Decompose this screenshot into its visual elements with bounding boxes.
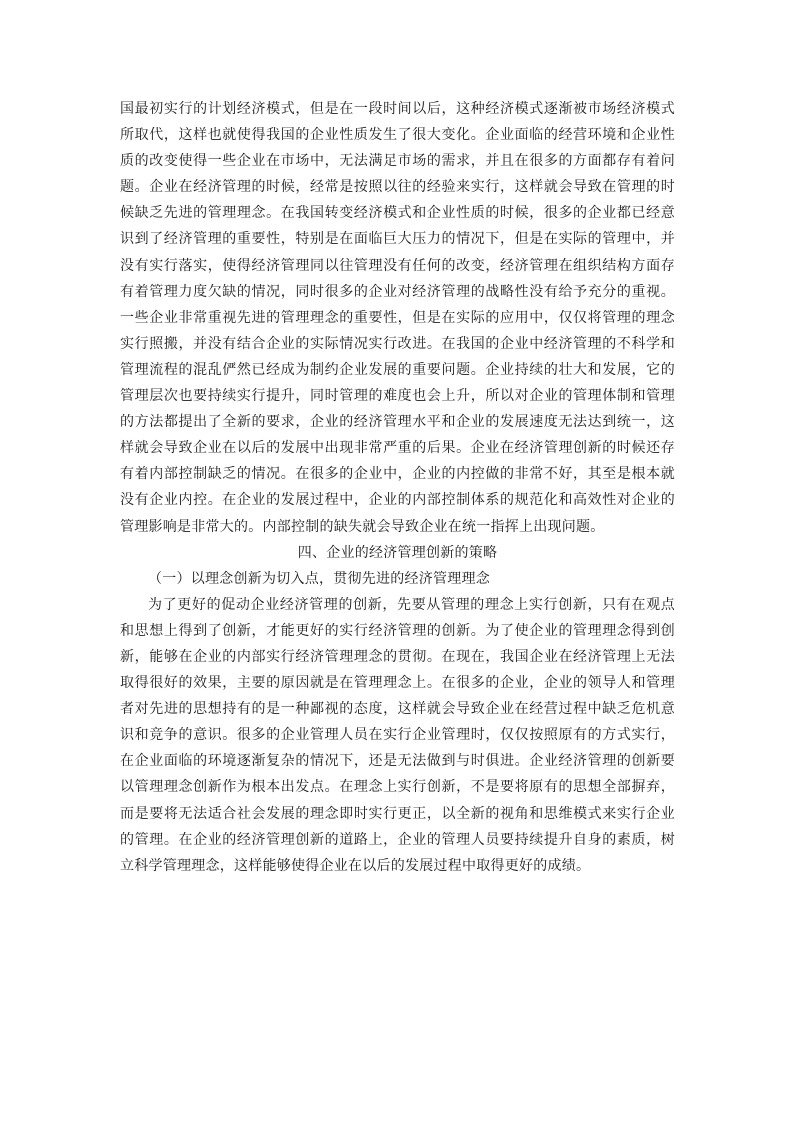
section-heading: 四、企业的经济管理创新的策略 [297,544,498,561]
body-paragraph-continued: 国最初实行的计划经济模式，但是在一段时间以后，这种经济模式逐渐被市场经济模式所取代，这样也就使得我国的企业性质发生了很大变化。企业面临的经营环境和企业性质的改变使得一些企业在市场中，无法满足市场的需求，并且在很多的方面都存有着问题。企业在经济管理的时候，经常是按照以往的经验来实行，这样就会导致在管理的时候缺乏先进的管理理念。在我国转变经济模式和企业性质的时候，很多的企业都已经意识到了经济管理的重要性，特别是在面临巨大压力的情况下，但是在实际的管理中，并没有实行落实，使得经济管理同以往管理没有任何的改变，经济管理在组织结构方面存有着管理力度欠缺的情况，同时很多的企业对经济管理的战略性没有给予充分的重视。一些企业非常重视先进的管理理念的重要性，但是在实际的应用中，仅仅将管理的理念实行照搬，并没有结合企业的实际情况实行改进。在我国的企业中经济管理的不科学和管理流程的混乱俨然已经成为制约企业发展的重要问题。企业持续的壮大和发展，它的管理层次也要持续实行提升，同时管理的难度也会上升，所以对企业的管理体制和管理的方法都提出了全新的要求，企业的经济管理水平和企业的发展速度无法达到统一，这样就会导致企业在以后的发展中出现非常严重的后果。企业在经济管理创新的时候还存有着内部控制缺乏的情况。在很多的企业中，企业的内控做的非常不好，其至是根本就没有企业内控。在企业的发展过程中，企业的内部控制体系的规范化和高效性对企业的管理影响是非常大的。内部控制的缺失就会导致企业在统一指挥上出现问题。 [120,101,675,535]
document-body [120,96,675,879]
sub-heading: （一）以理念创新为切入点，贯彻先进的经济管理理念 [148,570,490,587]
body-paragraph: 为了更好的促动企业经济管理的创新，先要从管理的理念上实行创新，只有在观点和思想上得到了创新，才能更好的实行经济管理的创新。为了使企业的管理理念得到创新，能够在企业的内部实行经济管理理念的贯彻。在现在，我国企业在经济管理上无法取得很好的效果，主要的原因就是在管理理念上。在很多的企业，企业的领导人和管理者对先进的思想持有的是一种鄙视的态度，这样就会导致企业在经营过程中缺乏危机意识和竞争的意识。很多的企业管理人员在实行企业管理时，仅仅按照原有的方式实行，在企业面临的环境逐渐复杂的情况下，还是无法做到与时俱进。企业经济管理的创新要以管理理念创新作为根本出发点。在理念上实行创新，不是要将原有的思想全部摒弃，而是要将无法适合社会发展的理念即时实行更正，以全新的视角和思维模式来实行企业的管理。在企业的经济管理创新的道路上，企业的管理人员要持续提升自身的素质，树立科学管理理念，这样能够使得企业在以后的发展过程中取得更好的成绩。 [120,596,675,874]
